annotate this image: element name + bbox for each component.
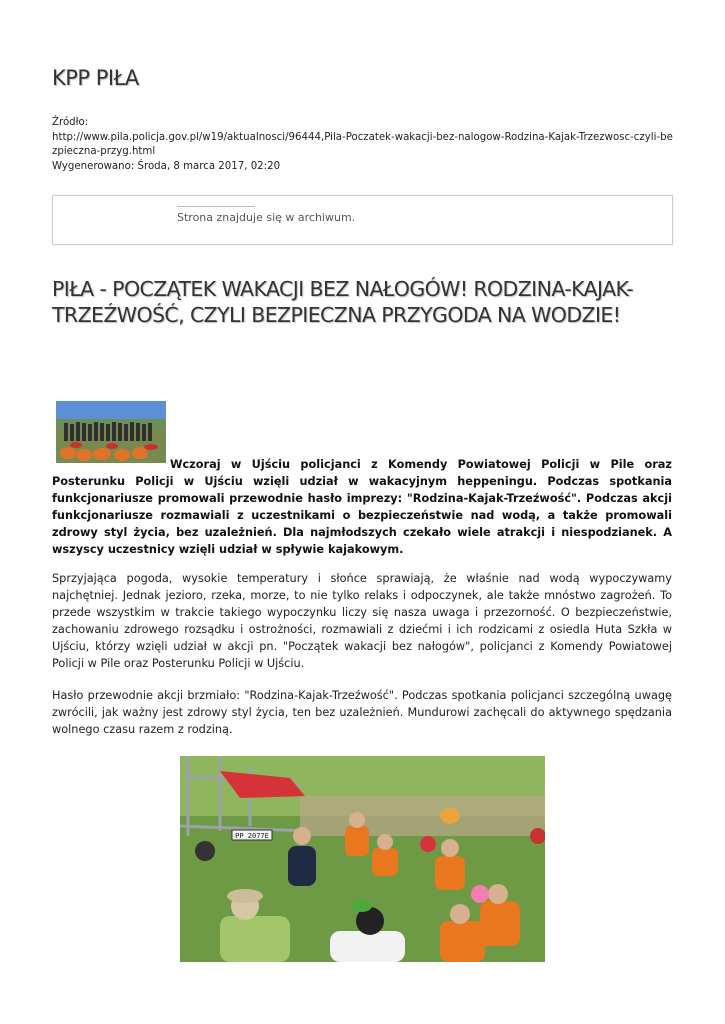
source-meta xyxy=(52,116,677,174)
divider xyxy=(177,206,255,207)
article-photo[interactable] xyxy=(180,756,545,962)
site-title: KPP PIŁA xyxy=(52,66,139,90)
source-label: Źródło: xyxy=(52,117,89,128)
group-photo-image xyxy=(56,401,166,463)
generated-date: Wygenerowano: Środa, 8 marca 2017, 02:20 xyxy=(52,160,281,172)
article-paragraph-2: Hasło przewodnie akcji brzmiało: "Rodzina-Kajak-Trzeźwość". Podczas spotkania policjanci szczególną uwagę zwrócili, jak ważny jest zdrowy styl życia, ten bez uzależnień. Mundurowi zachęcali do aktywnego spędzania wolnego czasu razem z rodziną. xyxy=(52,689,672,736)
article-thumbnail[interactable] xyxy=(56,401,166,463)
children-meeting-photo xyxy=(180,756,545,962)
article-lead: Wczoraj w Ujściu policjanci z Komendy Powiatowej Policji w Pile oraz Posterunku Policji w Ujściu wzięli udział w wakacyjnym heppeningu. Podczas spotkania funkcjonariusze promowali przewodnie hasło imprezy: "Rodzina-Kajak-Trzeźwość". Podczas akcji funkcjonariusze rozmawiali z uczestnikami o bezpieczeństwie nad wodą, a także promowali zdrowy styl życia, bez uzależnień. Dla najmłodszych czekało wiele atrakcji i niespodzianek. A wszyscy uczestnicy wzięli udział w spływie kajakowym. xyxy=(52,458,672,556)
article-title: PIŁA - POCZĄTEK WAKACJI BEZ NAŁOGÓW! RODZINA-KAJAK-TRZEŹWOŚĆ, CZYLI BEZPIECZNA PRZYGODA NA WODZIE! xyxy=(52,277,634,327)
archive-notice xyxy=(52,195,673,245)
archive-notice-text: Strona znajduje się w archiwum. xyxy=(177,211,356,224)
source-url[interactable]: http://www.pila.policja.gov.pl/w19/aktualnosci/96444,Pila-Poczatek-wakacji-bez-nalogow-Rodzina-Kajak-Trzezwosc-czyli-bezpieczna-przyg.html xyxy=(52,131,673,157)
article-paragraph-1: Sprzyjająca pogoda, wysokie temperatury i słońce sprawiają, że właśnie nad wodą wypoczywamy najchętniej. Jednak jezioro, rzeka, morze, to nie tylko relaks i odpoczynek, ale także mnóstwo zagrożeń. To przede wszystkim w trakcie takiego wypoczynku liczy się nasza uwaga i przezorność. O bezpieczeństwie, zachowaniu zdrowego rozsądku i ostrożności, rozmawiali z dziećmi i ich rodzicami z osiedla Huta Szkła w Ujściu, którzy wzięli udział w akcji pn. "Początek wakacji bez nałogów", policjanci z Komendy Powiatowej Policji w Pile oraz Posterunku Policji w Ujściu. xyxy=(52,572,672,670)
trailer-plate: PP 2077E xyxy=(235,832,269,840)
